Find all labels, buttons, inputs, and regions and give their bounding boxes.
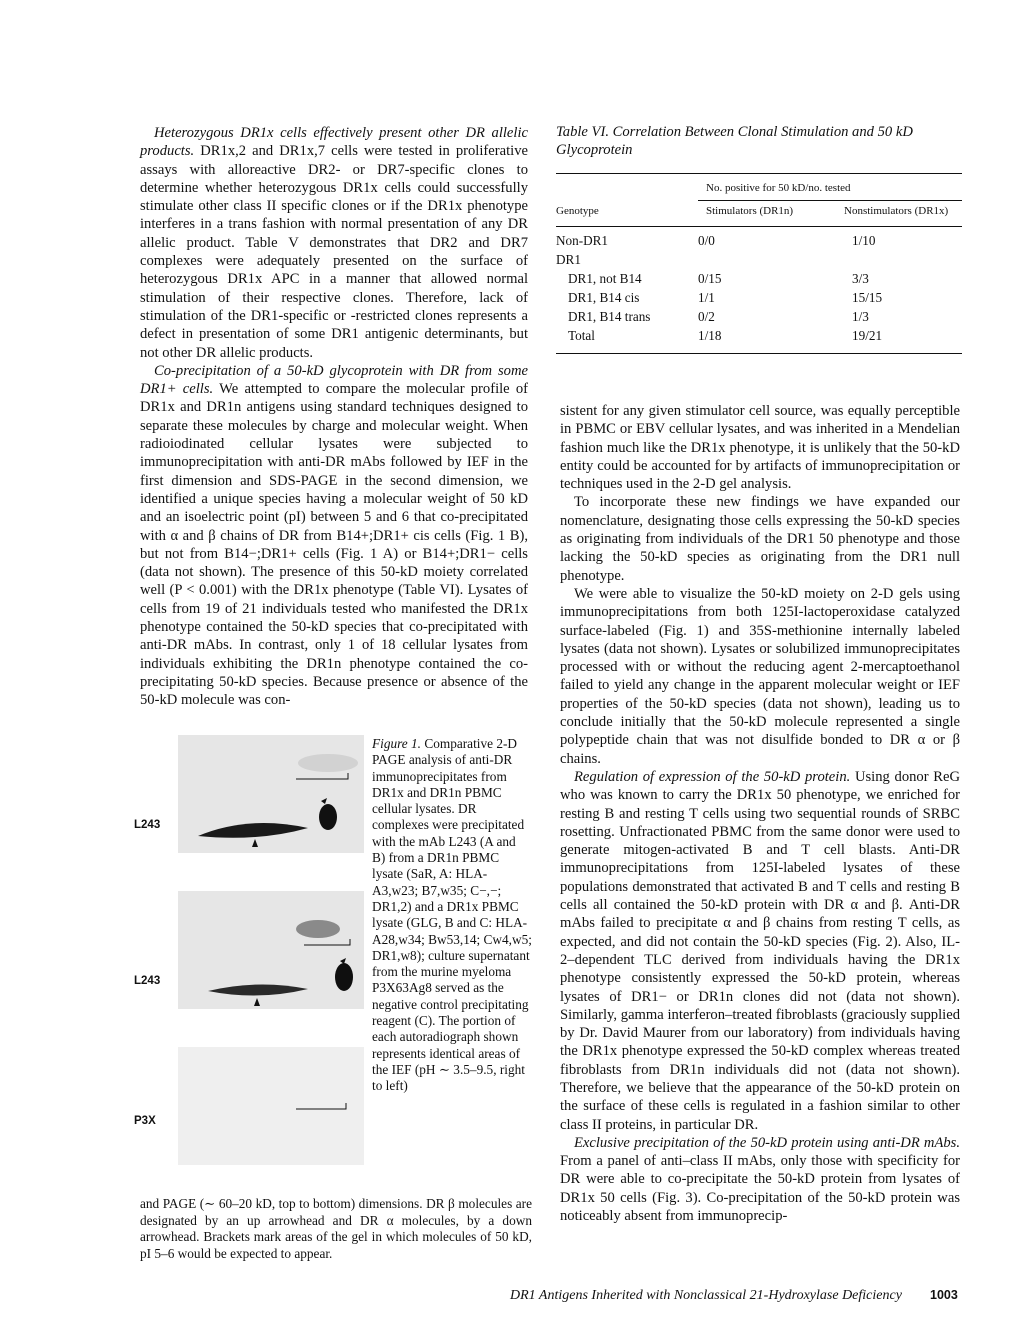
paragraph-text: From a panel of anti–class II mAbs, only those with specificity for DR were able to co-precipitate the 50-kD protein from lysates of DR1x 50 cells (Fig. 3). Co-precipitation of the 50-kD protein was noticeably absent from immunoprecip- [560, 1153, 960, 1225]
table-cell-stim: 0/2 [698, 309, 715, 324]
antibody-label: L243 [134, 975, 161, 987]
right-column [560, 402, 960, 1225]
left-column [140, 124, 528, 710]
section-heading: Regulation of expression of the 50-kD protein. [574, 768, 851, 785]
table-cell-genotype: DR1 [556, 252, 581, 267]
antibody-label: P3X [134, 1115, 156, 1127]
gel-image [178, 1047, 364, 1165]
table-row [556, 288, 962, 307]
table-cell-nonstim: 19/21 [852, 328, 883, 343]
table-cell-stim: 0/15 [698, 271, 722, 286]
table-cell-stim: 1/1 [698, 290, 715, 305]
gel-image [178, 891, 364, 1009]
table-bottom-rule [556, 353, 962, 354]
table-cell-genotype: Non-DR1 [556, 233, 609, 248]
table-row [556, 231, 962, 250]
table-cell-stim: 1/18 [698, 328, 722, 343]
paragraph-continuation: sistent for any given stimulator cell source, was equally perceptible in PBMC or EBV cellular lysates, and was inherited in a Mendelian fashion much like the DR1x phenotype, it is unlikely that the 50-kD entity could be accounted for by artifacts of immunoprecipitation or techniques used in the 2-D gel analysis. [560, 403, 960, 493]
figure-caption-continued: and PAGE (∼ 60–20 kD, top to bottom) dimensions. DR β molecules are designated by an up arrowhead and DR α molecules, by a down arrowhead. Brackets mark areas of the gel in which molecules of 50 kD, pI 5–6 would be expected to appear. [140, 1196, 532, 1261]
section-heading: Co-precipitation of a 50-kD glycoprotein with DR from some DR1+ cells. [140, 362, 528, 398]
table-cell-nonstim: 1/3 [852, 309, 869, 324]
gel-image [178, 735, 364, 853]
paragraph-text: DR1x,2 and DR1x,7 cells were tested in proliferative assays with alloreactive DR2- or DR7-specific clones to determine whether heterozygous DR1x cells could successfully stimulate other class II specific clones or if the DR1x phenotype interferes in a trans fashion with normal presentation of any DR allelic product. Table V demonstrates that DR2 and DR7 complexes were adequately presented on the surface of heterozygous DR1x APC in a manner that allowed normal stimulation of their respective clones. Therefore, lack of stimulation of the DR1-specific or -restricted clones represents a defect in presentation of some DR1 antigenic determinants, but not other DR allelic products. [140, 143, 528, 361]
paragraph-heterozygous [140, 124, 528, 362]
table-spanner-header: No. positive for 50 kD/no. tested [706, 182, 851, 194]
figure-label: Figure 1. [372, 736, 421, 751]
table-cell-genotype: DR1, B14 cis [568, 290, 640, 305]
table-row [556, 326, 962, 345]
table-cell-nonstim: 3/3 [852, 271, 869, 286]
table-spanner-rule [698, 200, 962, 201]
paragraph-regulation [560, 768, 960, 1134]
gel-panel-c [178, 1047, 364, 1165]
paragraph-exclusive [560, 1134, 960, 1225]
table-row [556, 307, 962, 326]
section-heading: Heterozygous DR1x cells effectively present other DR allelic products. [140, 125, 528, 160]
paragraph-text: Using donor ReG who was known to carry the DR1x 50 phenotype, we enriched for resting B and resting T cells using two sequential rounds of SRBC rosetting. Unfractionated PBMC from the same donor were used to generate mitogen-activated B and T cell blasts. Anti-DR immunoprecipitations from 125I-labeled lysates of these populations demonstrated that activated B and T cells and resting B cells all contained the 50-kD protein with DR α and β. Anti-DR mAbs failed to precipitate α and β chains from resting T cells, as expected, and did not contain the 50-kD species (Fig. 2). Also, IL-2–dependent TLC derived from individuals having the DR1x phenotype consistently expressed the 50-kD protein, whereas lysates of DR1− or DR1n clones did not (data not shown). Similarly, gamma interferon–treated fibroblasts (graciously supplied by Dr. David Maurer from our laboratory) from individuals having the DR1x phenotype expressed the 50-kD complex whereas treated fibroblasts from DR1n individuals did not (data not shown). Therefore, we believe that the appearance of the 50-kD protein on the surface of these cells is regulated in a fashion similar to other class II proteins, in particular DR. [560, 768, 960, 1133]
antibody-label: L243 [134, 819, 161, 831]
page-number: 1003 [930, 1288, 958, 1302]
table-cell-nonstim: 15/15 [852, 290, 883, 305]
table-row [556, 269, 962, 288]
paragraph-visualize: We were able to visualize the 50-kD moiety on 2-D gels using immunoprecipitations from both 125I-lactoperoxidase catalyzed surface-labeled (Fig. 1) and 35S-methionine internally labeled lysates (data not shown). Lysates or solubilized immunoprecipitates processed with or without the reducing agent 2-mercaptoethanol failed to yield any change in the apparent molecular weight or IEF properties of the 50-kD species (data not shown), leading us to conclude initially that the 50-kD molecule represented a single polypeptide chain that was not disulfide bonded to DR α or β chains. [560, 585, 960, 767]
figure-caption [372, 736, 532, 1095]
gel-panel-b [178, 891, 364, 1009]
table-cell-genotype: DR1, B14 trans [568, 309, 651, 324]
table-caption: Table VI. Correlation Between Clonal Stimulation and 50 kD Glycoprotein [556, 124, 913, 158]
paragraph-nomenclature: To incorporate these new findings we have expanded our nomenclature, designating those cells expressing the 50-kD species as originating from individuals of the DR1 50 phenotype and those lacking the 50-kD species as originating from the DR1 null phenotype. [560, 494, 960, 584]
table-header-genotype: Genotype [556, 205, 599, 217]
table-header-stimulators: Stimulators (DR1n) [706, 205, 794, 217]
section-heading: Exclusive precipitation of the 50-kD protein using anti-DR mAbs. [574, 1134, 960, 1151]
figure-caption-text: Comparative 2-D PAGE analysis of anti-DR immunoprecipitates from DR1x and DR1n PBMC cellular lysates. DR complexes were precipitated with the mAb L243 (A and B) from a DR1n PBMC lysate (SaR, A: HLA-A3,w23; B7,w35; C−,−; DR1,2) and a DR1x PBMC lysate (GLG, B and C: HLA-A28,w34; Bw53,14; Cw4,w5; DR1,w8); culture supernatant from the murine myeloma P3X63Ag8 served as the negative control precipitating reagent (C). The portion of each autoradiograph shown represents identical areas of the IEF (pH ∼ 3.5–9.5, right to left) [372, 736, 532, 1094]
table-cell-genotype: Total [568, 328, 595, 343]
table-vi [556, 123, 962, 354]
paragraph-coprecipitation [140, 362, 528, 710]
paragraph-text: We attempted to compare the molecular profile of DR1x and DR1n antigens using standard techniques designed to separate these molecules by charge and molecular weight. When radioiodinated cellular lysates were subjected to immunoprecipitation with anti-DR mAbs followed by IEF in the first dimension and SDS-PAGE in the second dimension, we identified a unique species having a molecular weight of 50 kD and an isoelectric point (pI) between 5 and 6 that co-precipitated with α and β chains of DR from B14+;DR1+ cis cells (Fig. 1 B), but not from B14−;DR1+ cells (Fig. 1 A) or B14+;DR1− cells (data not shown). The presence of this 50-kD moiety correlated well (P < 0.001) with the DR1x phenotype (Table VI). Lysates of cells from 19 of 21 individuals tested who manifested the DR1x phenotype contained the 50-kD species that co-precipitated with anti-DR mAbs. In contrast, only 1 of 18 cellular lysates from individuals exhibiting the DR1n phenotype contained the co-precipitating 50-kD species. Because presence or absence of the 50-kD molecule was con- [140, 381, 529, 709]
table-cell-nonstim: 1/10 [852, 233, 876, 248]
figure-1 [134, 735, 366, 1195]
table-cell-genotype: DR1, not B14 [568, 271, 642, 286]
table-cell-stim: 0/0 [698, 233, 715, 248]
table-row [556, 250, 962, 269]
gel-panel-a [178, 735, 364, 853]
running-title: DR1 Antigens Inherited with Nonclassical 21-Hydroxylase Deficiency [510, 1288, 902, 1303]
table-header-nonstimulators: Nonstimulators (DR1x) [844, 205, 949, 217]
